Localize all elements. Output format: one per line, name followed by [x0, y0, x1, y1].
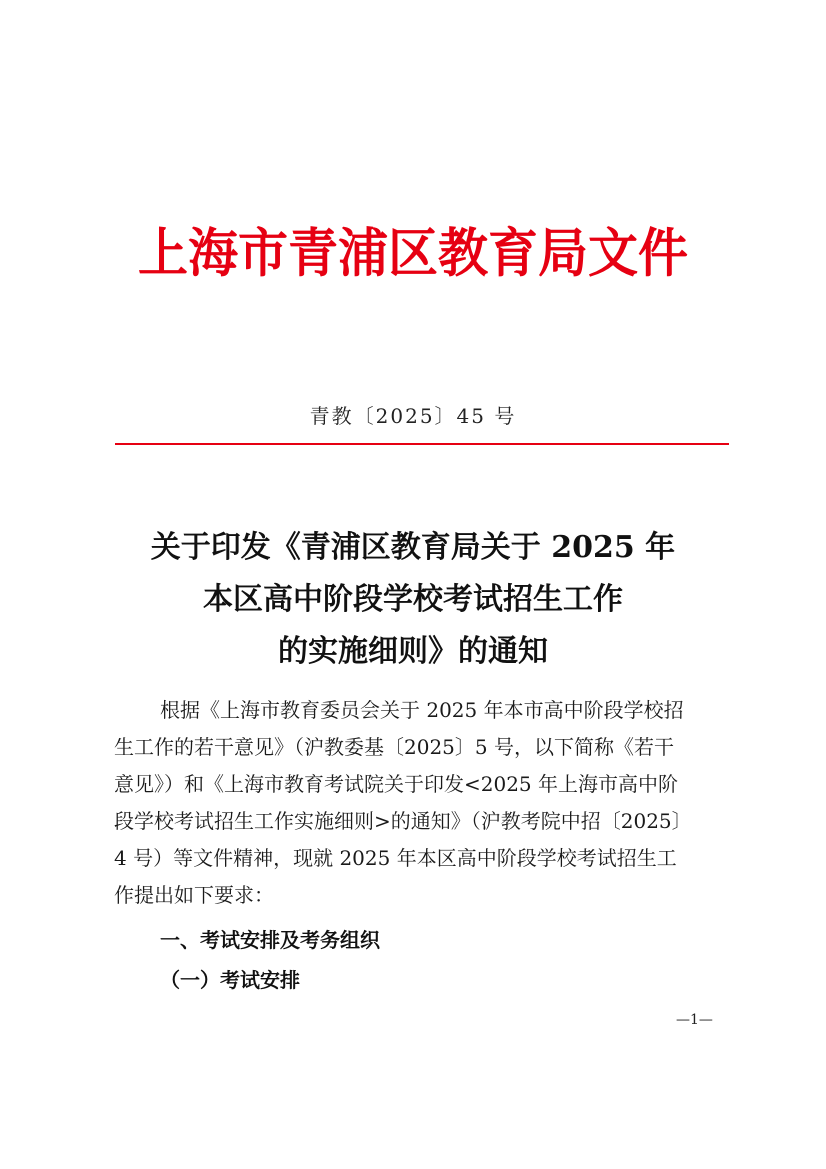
document-title	[0, 522, 826, 678]
section-heading: 一、考试安排及考务组织	[160, 928, 380, 952]
body-paragraph	[114, 692, 730, 914]
document-number: 青教〔2025〕45 号	[309, 404, 517, 428]
body-line: 根据《上海市教育委员会关于 2025 年本市高中阶段学校招	[160, 698, 684, 722]
title-line-1: 关于印发《青浦区教育局关于 2025 年	[150, 530, 676, 565]
body-line: 4 号）等文件精神，现就 2025 年本区高中阶段学校考试招生工	[114, 846, 677, 870]
title-line-2: 本区高中阶段学校考试招生工作	[203, 582, 623, 617]
page-number: —1—	[676, 1012, 713, 1028]
body-line: 段学校考试招生工作实施细则>的通知》（沪教考院中招〔2025〕	[114, 809, 692, 833]
subsection-heading: （一）考试安排	[160, 968, 300, 992]
document-masthead: 上海市青浦区教育局文件	[138, 221, 688, 284]
body-line: 意见》）和《上海市教育考试院关于印发<2025 年上海市高中阶	[114, 772, 679, 796]
body-line: 生工作的若干意见》（沪教委基〔2025〕5 号，以下简称《若干	[114, 735, 674, 759]
body-line: 作提出如下要求：	[114, 883, 274, 907]
red-divider-line	[115, 443, 729, 445]
title-line-3: 的实施细则》的通知	[278, 634, 548, 669]
